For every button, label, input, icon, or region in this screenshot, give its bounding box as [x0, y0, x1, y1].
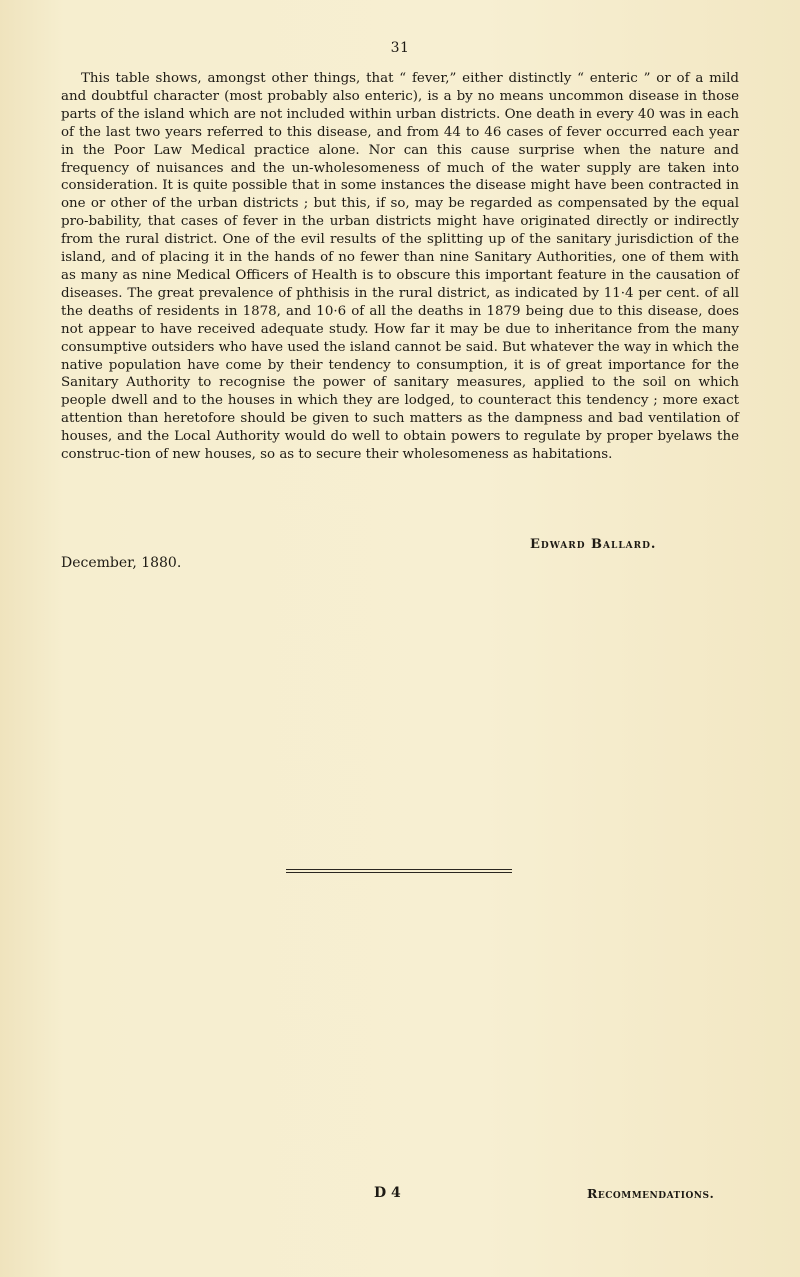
page-number: 31 — [390, 40, 410, 56]
section-divider — [286, 869, 512, 870]
catchword: Recommendations. — [587, 1186, 715, 1201]
document-date: December, 1880. — [61, 555, 182, 571]
body-paragraph: This table shows, amongst other things, that “ fever,” either distinctly “ enteric ” or of a mild and doubtful character (most probably also enteric), is a by no means uncommon disease in those parts of the island which are not included within urban districts. One death in every 40 was in each of the last two years referred to this disease, and from 44 to 46 cases of fever occurred each year in the Poor Law Medical practice alone. Nor can this cause surprise when the nature and frequency of nuisances and the un-wholesomeness of much of the water supply are taken into consideration. It is quite possible that in some instances the disease might have been contracted in one or other of the urban districts ; but this, if so, may be regarded as compensated by the equal pro-bability, that cases of fever in the urban districts might have originated directly or indirectly from the rural district. One of the evil results of the splitting up of the sanitary jurisdiction of the island, and of placing it in the hands of no fewer than nine Sanitary Authorities, one of them with as many as nine Medical Officers of Health is to obscure this important feature in the causation of diseases. The great prevalence of phthisis in the rural district, as indicated by 11·4 per cent. of all the deaths of residents in 1878, and 10·6 of all the deaths in 1879 being due to this disease, does not appear to have received adequate study. How far it may be due to inheritance from the many consumptive outsiders who have used the island cannot be said. But whatever the way in which the native population have come by their tendency to consumption, it is of great importance for the Sanitary Authority to recognise the power of sanitary measures, applied to the soil on which people dwell and to the houses in which they are lodged, to counteract this tendency ; more exact attention than heretofore should be given to such matters as the dampness and bad ventilation of houses, and the Local Authority would do well to obtain powers to regulate by proper byelaws the construc-tion of new houses, so as to secure their wholesomeness as habitations. — [61, 71, 739, 463]
author-signature: Edward Ballard. — [530, 537, 657, 552]
section-divider-lower — [286, 872, 512, 873]
printer-signature-mark: D 4 — [374, 1185, 401, 1201]
